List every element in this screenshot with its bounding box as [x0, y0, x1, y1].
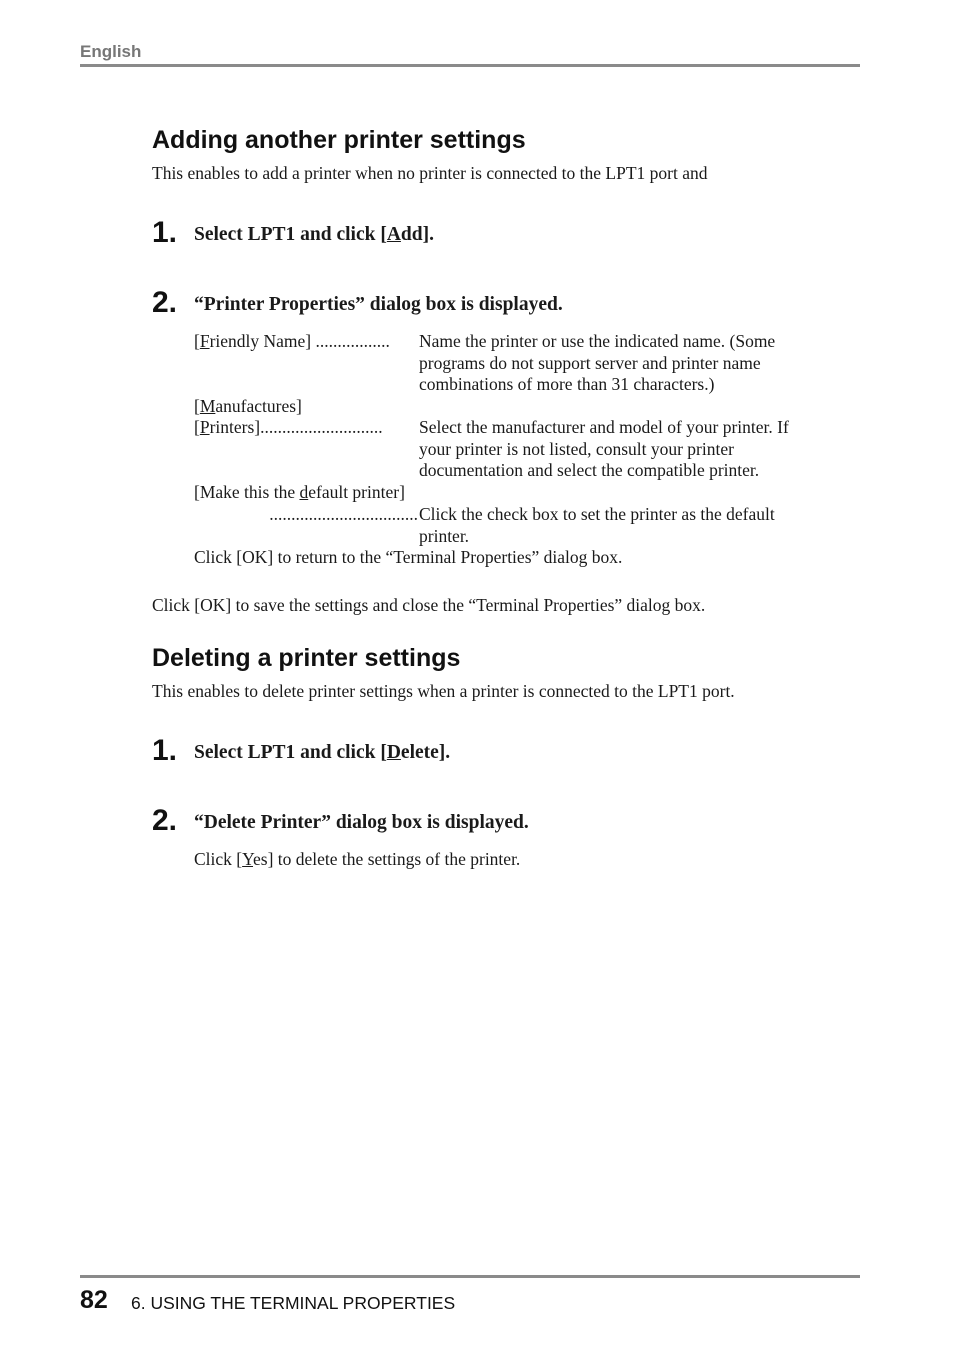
label-part: efault printer]	[308, 482, 405, 502]
section-title-deleting: Deleting a printer settings	[152, 644, 461, 672]
mnemonic-underline: Y	[242, 849, 254, 869]
field-label-default-printer	[194, 482, 405, 504]
label-part: [	[194, 331, 200, 351]
field-label-friendly-name	[194, 331, 390, 353]
desc-line: Select the manufacturer and model of your printer. If	[419, 417, 789, 437]
step-text-select-add	[194, 224, 434, 246]
step-number: 1.	[152, 734, 178, 767]
yes-note	[194, 849, 520, 871]
dot-leader: ..................................	[269, 504, 418, 524]
note-part: es] to delete the settings of the printer.	[253, 849, 521, 869]
field-desc-printers	[419, 417, 854, 482]
desc-line: printer.	[419, 525, 470, 546]
label-part: rinters]............................	[209, 417, 383, 437]
label-part: [	[194, 396, 200, 416]
step-text-part: dd].	[400, 224, 434, 245]
desc-line: Click the check box to set the printer as the default	[419, 504, 775, 524]
step-text-part: elete].	[400, 742, 451, 763]
desc-line: Name the printer or use the indicated name. (Some	[419, 331, 776, 351]
section-title-adding: Adding another printer settings	[152, 126, 526, 154]
footer-chapter-title: 6. USING THE TERMINAL PROPERTIES	[131, 1293, 456, 1313]
label-part: riendly Name] .................	[209, 331, 390, 351]
step-number: 2.	[152, 286, 178, 319]
step-text-part: Select LPT1 and click [	[194, 742, 387, 763]
label-part: [	[194, 417, 200, 437]
save-note: Click [OK] to save the settings and close the “Terminal Properties” dialog box.	[152, 595, 706, 615]
step-text-delete-printer: “Delete Printer” dialog box is displayed.	[194, 812, 529, 833]
header-rule	[80, 64, 860, 67]
desc-line: documentation and select the compatible printer.	[419, 460, 760, 481]
field-label-manufactures	[194, 396, 302, 418]
step-number: 1.	[152, 216, 178, 249]
mnemonic-underline: P	[199, 417, 210, 437]
field-desc-friendly-name	[419, 331, 854, 396]
label-part: anufactures]	[215, 396, 302, 416]
mnemonic-underline: D	[386, 742, 401, 763]
note-part: Click [	[194, 849, 243, 869]
mnemonic-underline: d	[299, 482, 309, 502]
section-intro-deleting: This enables to delete printer settings when a printer is connected to the LPT1 port.	[152, 681, 735, 701]
step-text-part: Select LPT1 and click [	[194, 224, 387, 245]
desc-line: programs do not support server and printer name	[419, 352, 761, 373]
return-note: Click [OK] to return to the “Terminal Properties” dialog box.	[194, 547, 623, 567]
desc-line: your printer is not listed, consult your printer	[419, 438, 734, 459]
page-number: 82	[80, 1286, 108, 1314]
desc-line: combinations of more than 31 characters.)	[419, 374, 715, 395]
header-language-label: English	[80, 42, 142, 61]
step-text-select-delete	[194, 742, 450, 764]
field-desc-default-printer	[419, 504, 854, 547]
label-part: [Make this the	[194, 482, 300, 502]
section-intro-adding: This enables to add a printer when no printer is connected to the LPT1 port and	[152, 163, 708, 183]
mnemonic-underline: A	[386, 224, 401, 245]
mnemonic-underline: F	[199, 331, 210, 351]
field-label-printers	[194, 417, 383, 439]
mnemonic-underline: M	[199, 396, 216, 416]
step-number: 2.	[152, 804, 178, 837]
step-text-printer-properties: “Printer Properties” dialog box is displayed.	[194, 294, 563, 315]
footer-rule	[80, 1275, 860, 1278]
